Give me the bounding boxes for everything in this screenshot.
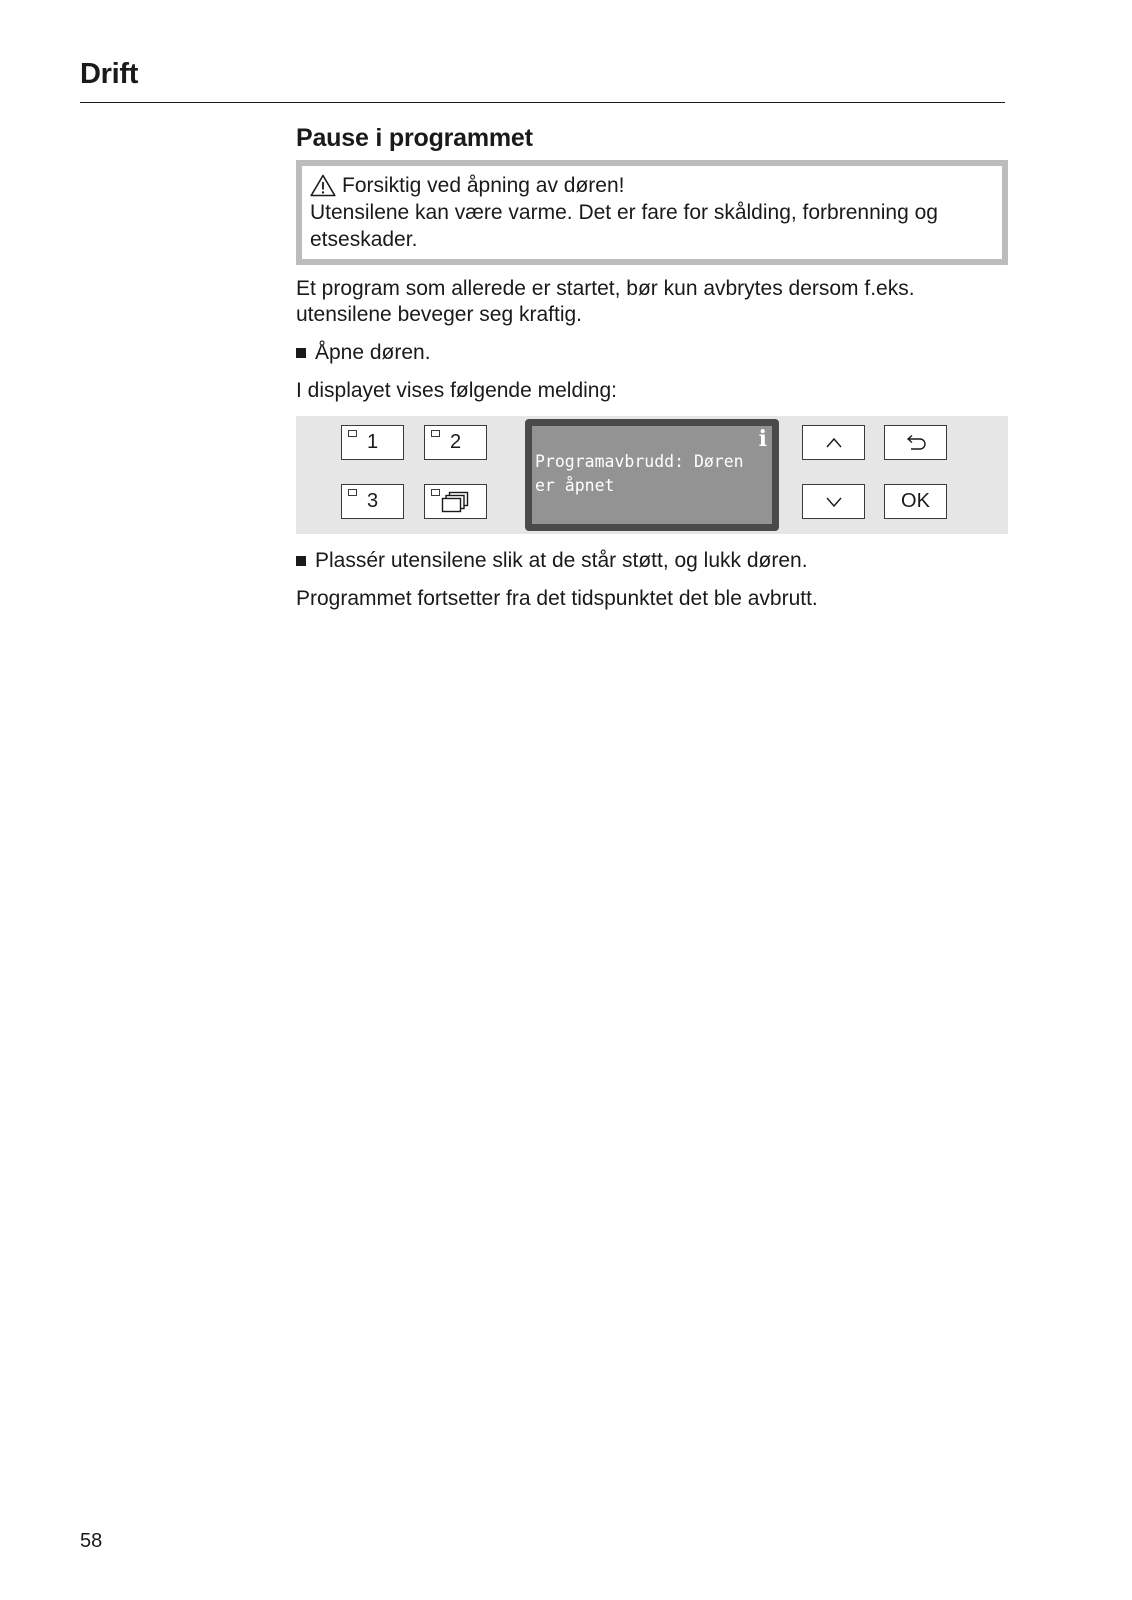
back-arrow-icon <box>904 434 928 452</box>
led-indicator <box>348 430 357 437</box>
warning-triangle-icon <box>310 174 336 197</box>
program-key-1[interactable] <box>341 425 404 460</box>
led-indicator <box>431 489 440 496</box>
outro-paragraph: Programmet fortsetter fra det tidspunktet det ble avbrutt. <box>296 587 818 610</box>
page-number: 58 <box>80 1530 103 1552</box>
ok-button[interactable] <box>884 484 947 519</box>
key-label: 2 <box>449 431 462 453</box>
ok-label: OK <box>901 490 930 512</box>
program-key-3[interactable] <box>341 484 404 519</box>
chevron-down-icon <box>825 496 843 508</box>
display-line: er åpnet <box>535 476 615 495</box>
chevron-up-icon <box>825 437 843 449</box>
led-indicator <box>431 430 440 437</box>
section-heading: Pause i programmet <box>296 124 533 152</box>
display-message <box>535 450 750 498</box>
instruction-step <box>296 340 1008 366</box>
program-selection-key[interactable] <box>424 484 487 519</box>
instruction-step <box>296 548 1008 574</box>
key-label: 1 <box>366 431 379 453</box>
key-label: 3 <box>366 490 379 512</box>
warning-body: Utensilene kan være varme. Det er fare for skålding, forbrenning og etseskader. <box>310 201 938 251</box>
warning-title: Forsiktig ved åpning av døren! <box>342 174 625 197</box>
up-button[interactable] <box>802 425 865 460</box>
content <box>296 124 1008 624</box>
display-screen <box>525 419 779 531</box>
bullet-icon <box>296 556 306 566</box>
led-indicator <box>348 489 357 496</box>
down-button[interactable] <box>802 484 865 519</box>
warning-header <box>310 172 992 199</box>
warning-box <box>296 160 1008 265</box>
stacked-windows-icon <box>441 491 471 513</box>
bullet-icon <box>296 348 306 358</box>
header-divider <box>80 102 1005 103</box>
info-icon: i <box>758 426 767 452</box>
step-text: Åpne døren. <box>315 341 431 364</box>
intro-paragraph: Et program som allerede er startet, bør kun avbrytes dersom f.eks. utensilene beveger seg kraftig. <box>296 277 915 326</box>
step-text: Plassér utensilene slik at de står støtt, og lukk døren. <box>315 549 808 572</box>
display-line: Programavbrudd: Døren <box>535 452 744 471</box>
back-button[interactable] <box>884 425 947 460</box>
section-title: Drift <box>80 58 139 90</box>
program-key-2[interactable] <box>424 425 487 460</box>
control-panel <box>296 416 1008 534</box>
display-intro: I displayet vises følgende melding: <box>296 379 617 402</box>
